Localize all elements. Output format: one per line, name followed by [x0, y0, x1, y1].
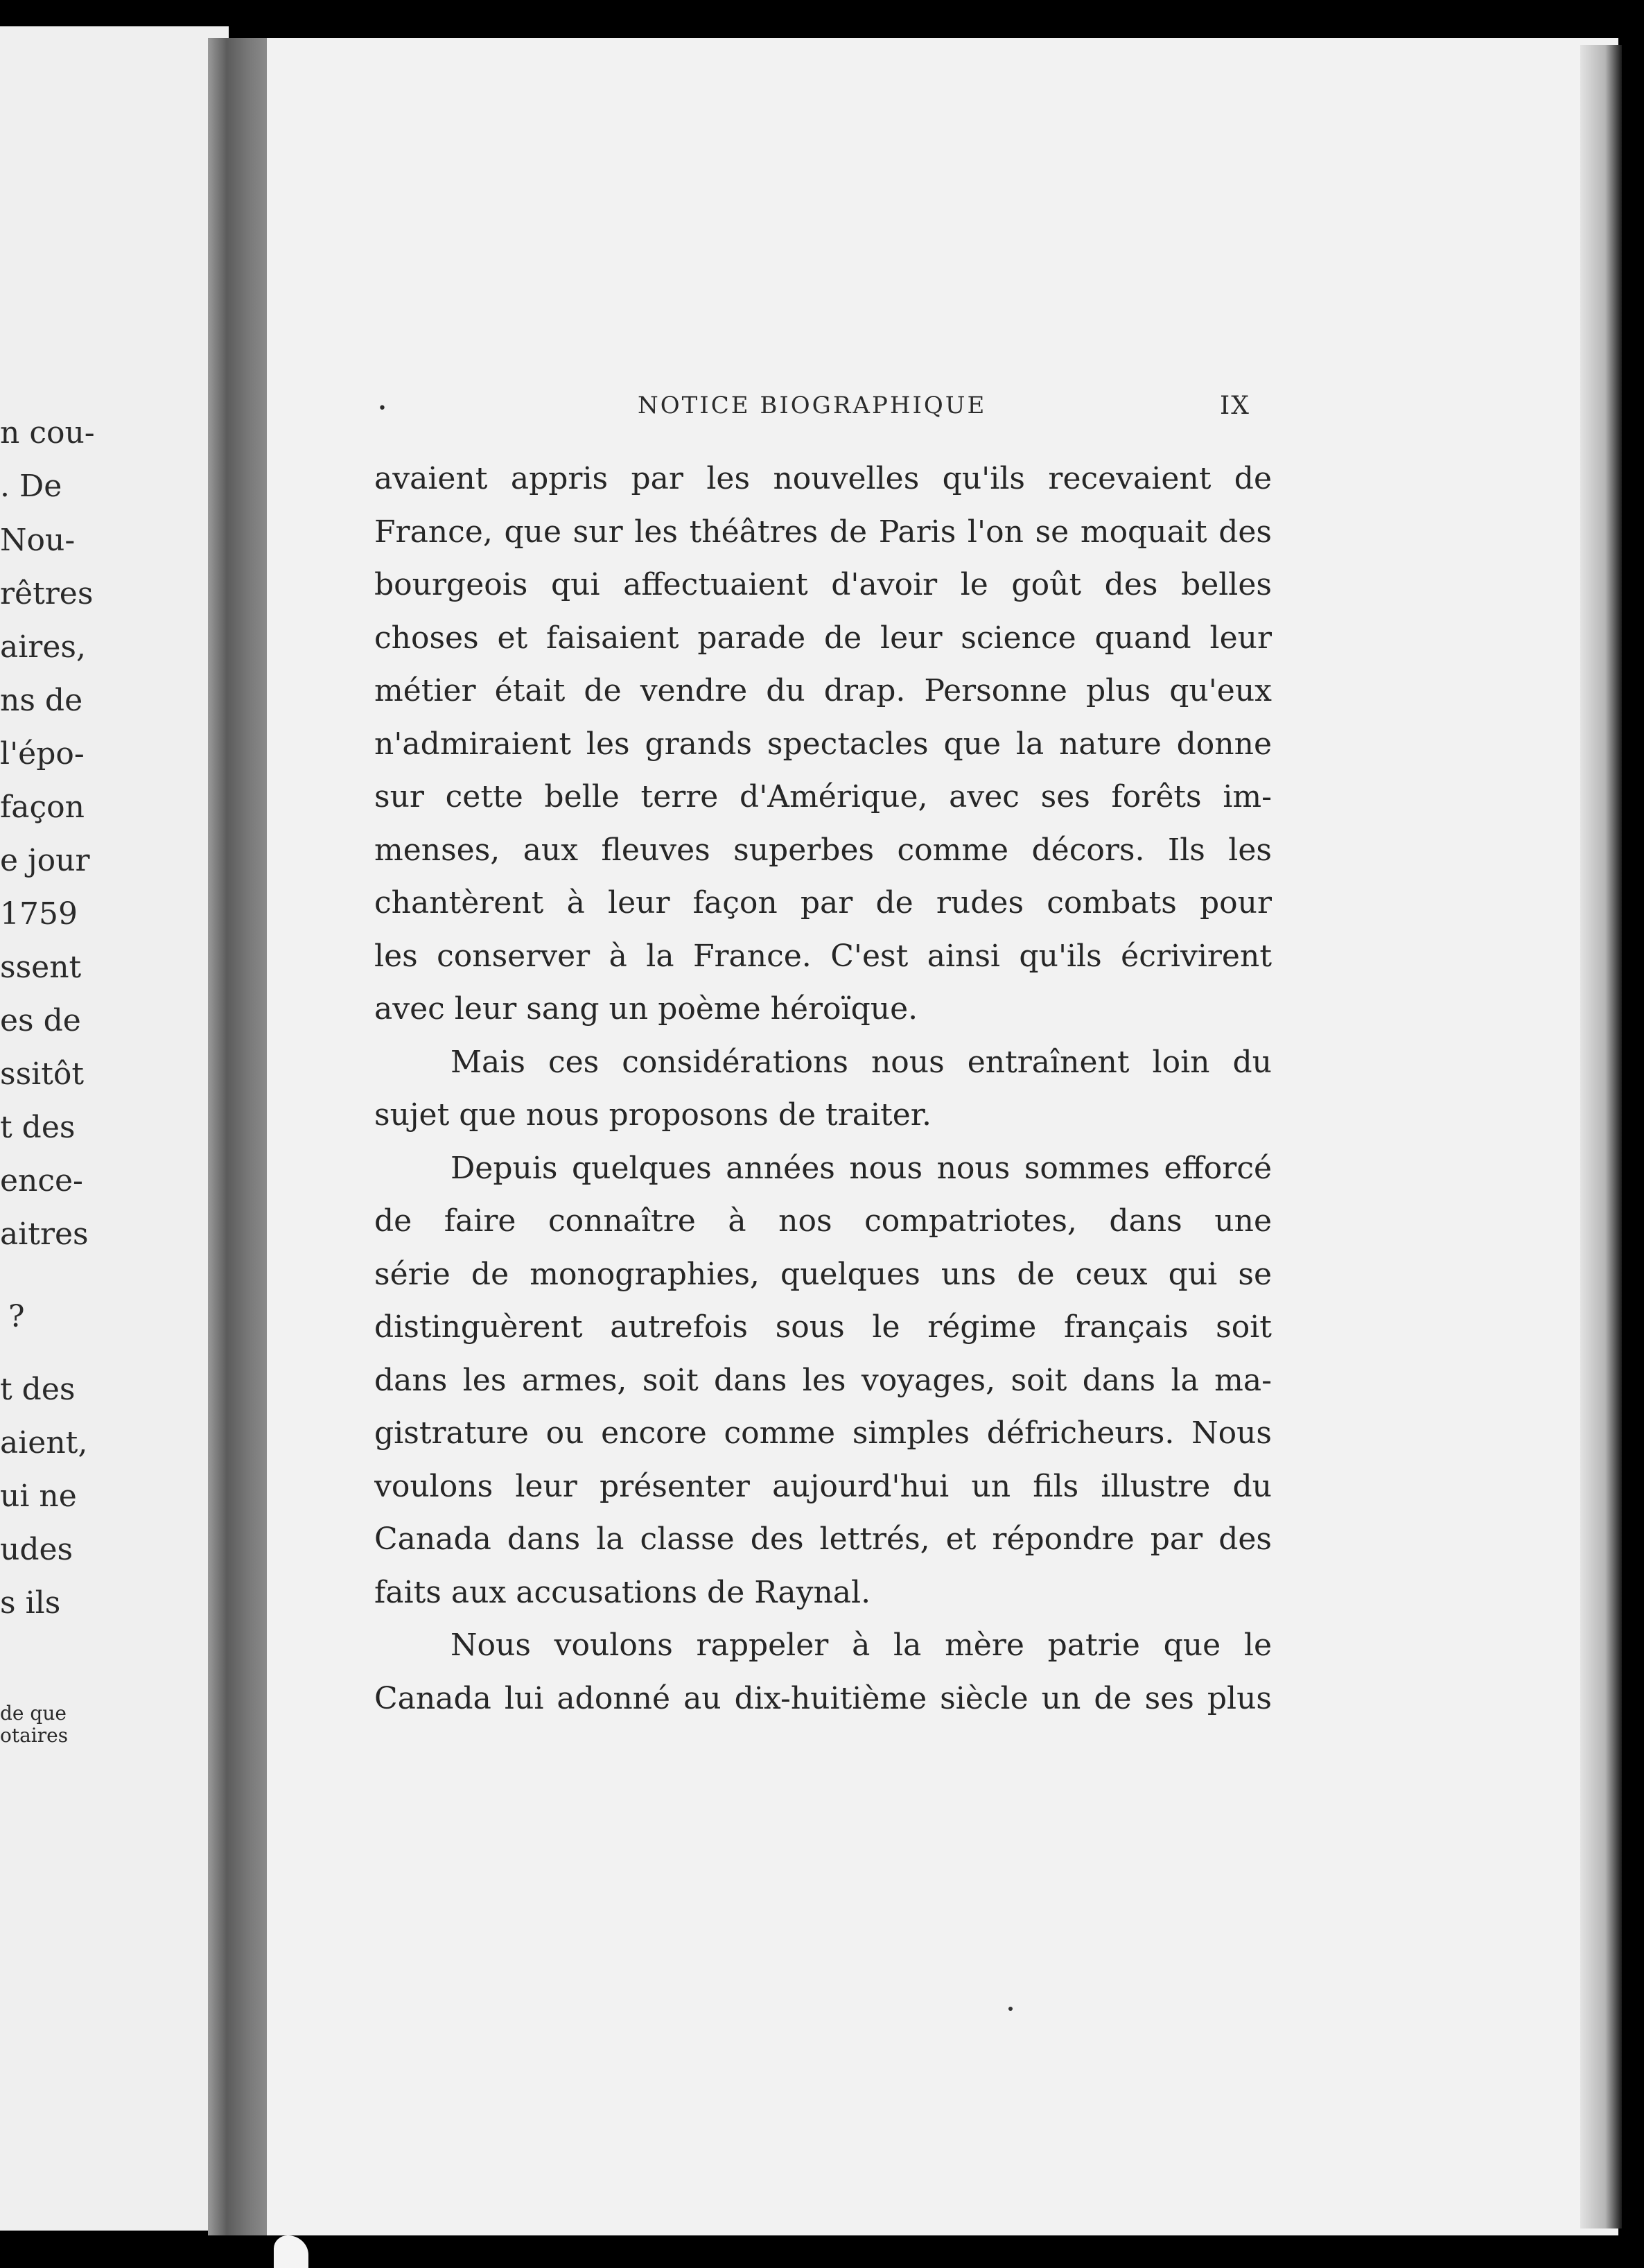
- ink-speck: [1008, 2007, 1013, 2011]
- left-line-fragment: ssitôt: [0, 1056, 85, 1092]
- text-line: métier était de vendre du drap. Personne plus qu'eux: [374, 673, 1272, 708]
- right-page: [267, 38, 1618, 2235]
- left-line-fragment: e jour: [0, 843, 90, 878]
- text-line: voulons leur présenter aujourd'hui un fils illustre du: [374, 1468, 1272, 1504]
- left-line-fragment: s ils: [0, 1585, 61, 1621]
- left-line-fragment: aient,: [0, 1425, 88, 1460]
- text-line: Nous voulons rappeler à la mère patrie que le: [451, 1628, 1272, 1663]
- text-line: distinguèrent autrefois sous le régime français soit: [374, 1309, 1272, 1345]
- left-line-fragment: rêtres: [0, 576, 94, 611]
- left-footnote-fragment: de que: [0, 1702, 67, 1725]
- text-line: les conserver à la France. C'est ainsi qu'ils écrivirent: [374, 938, 1272, 974]
- left-facing-page: [0, 26, 229, 2231]
- text-line: sujet que nous proposons de traiter.: [374, 1097, 932, 1133]
- left-line-fragment: façon: [0, 790, 85, 825]
- paper-tab: [274, 2235, 308, 2268]
- left-line-fragment: aires,: [0, 629, 86, 665]
- text-line: de faire connaître à nos compatriotes, dans une: [374, 1203, 1272, 1239]
- left-line-fragment: l'épo-: [0, 736, 85, 771]
- text-line: n'admiraient les grands spectacles que la nature donne: [374, 726, 1272, 762]
- text-line: Canada lui adonné au dix-huitième siècle un de ses plus: [374, 1680, 1272, 1716]
- left-line-fragment: Nou-: [0, 523, 76, 558]
- text-line: Canada dans la classe des lettrés, et répondre par des: [374, 1521, 1272, 1557]
- left-line-fragment: ns de: [0, 683, 83, 718]
- text-line: menses, aux fleuves superbes comme décors. Ils les: [374, 832, 1272, 868]
- left-line-fragment: aitres: [0, 1216, 89, 1252]
- text-line: faits aux accusations de Raynal.: [374, 1574, 871, 1610]
- text-line: bourgeois qui affectuaient d'avoir le goût des belles: [374, 567, 1272, 602]
- page-number: IX: [1220, 392, 1250, 420]
- text-line: gistrature ou encore comme simples défricheurs. Nous: [374, 1415, 1272, 1451]
- page-edge-shadow: [1580, 45, 1622, 2228]
- left-line-fragment: es de: [0, 1003, 81, 1038]
- text-line: sur cette belle terre d'Amérique, avec ses forêts im-: [374, 779, 1272, 814]
- text-line: France, que sur les théâtres de Paris l'on se moquait des: [374, 514, 1272, 550]
- left-line-fragment: ence-: [0, 1163, 83, 1198]
- header-dot: •: [378, 400, 387, 417]
- text-line: chantèrent à leur façon par de rudes combats pour: [374, 885, 1272, 921]
- left-line-fragment: 1759: [0, 896, 78, 932]
- left-line-fragment: ?: [8, 1299, 25, 1334]
- left-line-fragment: n cou-: [0, 415, 95, 451]
- text-line: Depuis quelques années nous nous sommes efforcé: [451, 1150, 1272, 1186]
- running-head: [267, 392, 1618, 426]
- left-footnote-fragment: otaires: [0, 1724, 69, 1747]
- left-line-fragment: ssent: [0, 950, 82, 985]
- text-line: choses et faisaient parade de leur science quand leur: [374, 620, 1272, 656]
- text-line: série de monographies, quelques uns de ceux qui se: [374, 1256, 1272, 1292]
- text-line: Mais ces considérations nous entraînent loin du: [451, 1044, 1272, 1080]
- left-line-fragment: t des: [0, 1110, 76, 1145]
- left-line-fragment: t des: [0, 1372, 76, 1407]
- text-line: avaient appris par les nouvelles qu'ils recevaient de: [374, 461, 1272, 496]
- text-line: dans les armes, soit dans les voyages, soit dans la ma-: [374, 1362, 1272, 1398]
- text-line: avec leur sang un poème héroïque.: [374, 991, 918, 1027]
- body-text: [374, 453, 1272, 1725]
- left-line-fragment: udes: [0, 1532, 73, 1567]
- left-page-text-fragments: [0, 26, 229, 2231]
- left-line-fragment: . De: [0, 469, 62, 504]
- left-line-fragment: ui ne: [0, 1478, 77, 1514]
- running-head-title: NOTICE BIOGRAPHIQUE: [638, 392, 987, 419]
